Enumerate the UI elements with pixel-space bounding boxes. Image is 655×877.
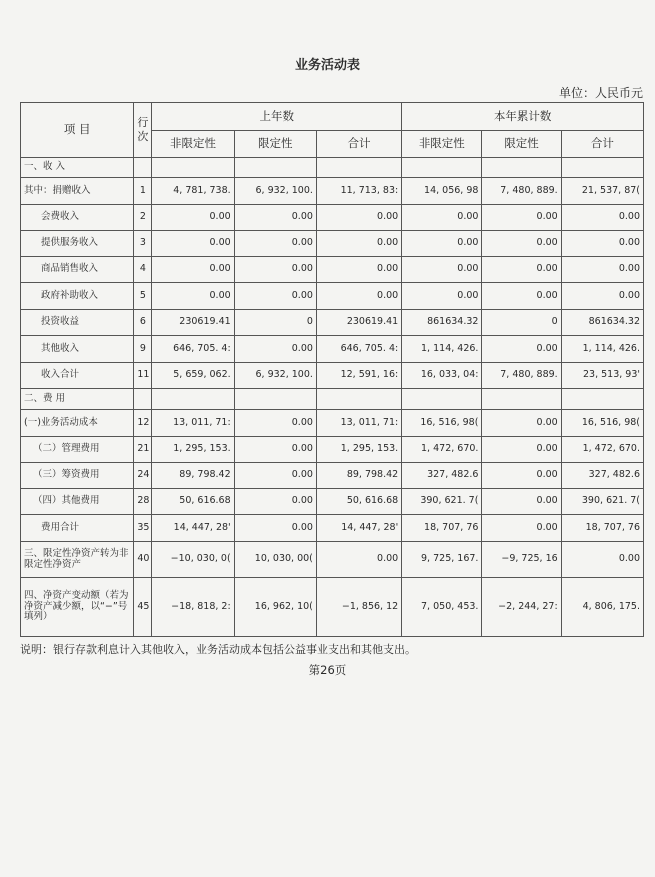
row-value-cell: 0.00 bbox=[316, 257, 401, 283]
row-value-cell: 0.00 bbox=[402, 205, 482, 231]
table-row bbox=[21, 578, 644, 637]
row-value-cell bbox=[482, 158, 561, 178]
row-item-label: 商品销售收入 bbox=[21, 257, 134, 283]
row-value-cell: 1, 472, 670. bbox=[561, 437, 643, 463]
header-cur-unrestricted: 非限定性 bbox=[402, 131, 482, 158]
row-value-cell: 0.00 bbox=[482, 437, 561, 463]
row-value-cell: 0.00 bbox=[234, 463, 316, 489]
row-value-cell bbox=[561, 389, 643, 410]
row-value-cell: 0.00 bbox=[316, 231, 401, 257]
row-value-cell: 7, 480, 889. bbox=[482, 178, 561, 205]
header-prev-total: 合计 bbox=[316, 131, 401, 158]
row-item-label: （二）管理费用 bbox=[21, 437, 134, 463]
row-item-label: 投资收益 bbox=[21, 310, 134, 336]
row-value-cell: 0.00 bbox=[482, 410, 561, 437]
row-value-cell: 11, 713, 83: bbox=[316, 178, 401, 205]
row-line-number: 11 bbox=[134, 363, 152, 389]
row-line-number: 28 bbox=[134, 489, 152, 515]
row-value-cell: 390, 621. 7( bbox=[561, 489, 643, 515]
row-value-cell: 14, 447, 28' bbox=[152, 515, 234, 542]
header-prev-unrestricted: 非限定性 bbox=[152, 131, 234, 158]
row-value-cell: 5, 659, 062. bbox=[152, 363, 234, 389]
row-value-cell: 14, 447, 28' bbox=[316, 515, 401, 542]
row-value-cell: 0.00 bbox=[234, 205, 316, 231]
header-cur-total: 合计 bbox=[561, 131, 643, 158]
row-value-cell: 7, 480, 889. bbox=[482, 363, 561, 389]
row-value-cell: 4, 781, 738. bbox=[152, 178, 234, 205]
row-value-cell: 0.00 bbox=[482, 257, 561, 283]
row-item-label: 四、净资产变动额（若为净资产减少额，以“−”号填列） bbox=[21, 578, 134, 637]
row-line-number: 40 bbox=[134, 542, 152, 578]
row-value-cell: 0.00 bbox=[402, 283, 482, 310]
row-item-label: 政府补助收入 bbox=[21, 283, 134, 310]
row-value-cell: 0.00 bbox=[234, 515, 316, 542]
row-value-cell: 0.00 bbox=[316, 542, 401, 578]
row-item-label: 二、费 用 bbox=[21, 389, 134, 410]
row-item-label: 一、收 入 bbox=[21, 158, 134, 178]
row-value-cell: 18, 707, 76 bbox=[561, 515, 643, 542]
table-row bbox=[21, 410, 644, 437]
row-value-cell bbox=[402, 158, 482, 178]
row-line-number: 3 bbox=[134, 231, 152, 257]
row-line-number: 24 bbox=[134, 463, 152, 489]
row-value-cell: 9, 725, 167. bbox=[402, 542, 482, 578]
footnote: 说明：银行存款利息计入其他收入，业务活动成本包括公益事业支出和其他支出。 bbox=[20, 643, 416, 656]
row-value-cell: 0.00 bbox=[402, 257, 482, 283]
row-value-cell: 0.00 bbox=[234, 410, 316, 437]
row-value-cell: 0.00 bbox=[234, 231, 316, 257]
row-line-number: 21 bbox=[134, 437, 152, 463]
table-row bbox=[21, 463, 644, 489]
table-row bbox=[21, 178, 644, 205]
row-value-cell: −9, 725, 16 bbox=[482, 542, 561, 578]
row-value-cell: 89, 798.42 bbox=[152, 463, 234, 489]
table-row bbox=[21, 310, 644, 336]
row-value-cell: 18, 707, 76 bbox=[402, 515, 482, 542]
row-line-number: 35 bbox=[134, 515, 152, 542]
row-value-cell bbox=[561, 158, 643, 178]
row-value-cell: 327, 482.6 bbox=[561, 463, 643, 489]
header-cur-restricted: 限定性 bbox=[482, 131, 561, 158]
row-item-label: 三、限定性净资产转为非限定性净资产 bbox=[21, 542, 134, 578]
row-value-cell: 6, 932, 100. bbox=[234, 178, 316, 205]
row-value-cell: 0.00 bbox=[316, 283, 401, 310]
activity-table bbox=[20, 102, 644, 637]
row-value-cell: 1, 114, 426. bbox=[561, 336, 643, 363]
row-item-label: 会费收入 bbox=[21, 205, 134, 231]
row-value-cell: 0.00 bbox=[561, 542, 643, 578]
table-row bbox=[21, 336, 644, 363]
row-value-cell: 0.00 bbox=[152, 231, 234, 257]
row-line-number bbox=[134, 389, 152, 410]
row-value-cell: −1, 856, 12 bbox=[316, 578, 401, 637]
row-item-label: （三）筹资费用 bbox=[21, 463, 134, 489]
row-value-cell: 21, 537, 87( bbox=[561, 178, 643, 205]
header-cur-year: 本年累计数 bbox=[402, 103, 644, 131]
row-value-cell: 646, 705. 4: bbox=[316, 336, 401, 363]
row-value-cell: 10, 030, 00( bbox=[234, 542, 316, 578]
row-value-cell: 0 bbox=[234, 310, 316, 336]
row-line-number: 5 bbox=[134, 283, 152, 310]
row-line-number: 1 bbox=[134, 178, 152, 205]
row-value-cell: 0.00 bbox=[482, 283, 561, 310]
row-value-cell: 16, 516, 98( bbox=[402, 410, 482, 437]
table-row bbox=[21, 489, 644, 515]
table-row bbox=[21, 542, 644, 578]
row-value-cell: 13, 011, 71: bbox=[152, 410, 234, 437]
row-value-cell: 50, 616.68 bbox=[316, 489, 401, 515]
row-value-cell: 6, 932, 100. bbox=[234, 363, 316, 389]
row-value-cell: 0.00 bbox=[234, 336, 316, 363]
row-value-cell: 0.00 bbox=[402, 231, 482, 257]
row-value-cell: 4, 806, 175. bbox=[561, 578, 643, 637]
row-value-cell: 0.00 bbox=[482, 515, 561, 542]
row-value-cell: 0.00 bbox=[561, 257, 643, 283]
table-row bbox=[21, 283, 644, 310]
row-value-cell: 646, 705. 4: bbox=[152, 336, 234, 363]
row-value-cell: 0.00 bbox=[561, 283, 643, 310]
page-number: 第26页 bbox=[308, 663, 347, 677]
header-prev-restricted: 限定性 bbox=[234, 131, 316, 158]
row-value-cell: 0.00 bbox=[234, 257, 316, 283]
row-value-cell: 13, 011, 71: bbox=[316, 410, 401, 437]
row-value-cell: 0.00 bbox=[482, 463, 561, 489]
row-item-label: 费用合计 bbox=[21, 515, 134, 542]
row-value-cell: 50, 616.68 bbox=[152, 489, 234, 515]
table-row bbox=[21, 158, 644, 178]
row-item-label: （四）其他费用 bbox=[21, 489, 134, 515]
row-value-cell: 0.00 bbox=[152, 205, 234, 231]
row-value-cell: 0.00 bbox=[234, 489, 316, 515]
row-value-cell: 861634.32 bbox=[402, 310, 482, 336]
currency-unit: 单位：人民币元 bbox=[558, 86, 643, 100]
header-prev-year: 上年数 bbox=[152, 103, 402, 131]
row-value-cell bbox=[152, 158, 234, 178]
row-value-cell: −2, 244, 27: bbox=[482, 578, 561, 637]
row-item-label: 提供服务收入 bbox=[21, 231, 134, 257]
row-value-cell: 0.00 bbox=[482, 205, 561, 231]
row-value-cell: 0.00 bbox=[482, 231, 561, 257]
row-value-cell: 0.00 bbox=[234, 437, 316, 463]
row-line-number: 9 bbox=[134, 336, 152, 363]
row-value-cell: 230619.41 bbox=[316, 310, 401, 336]
row-line-number: 2 bbox=[134, 205, 152, 231]
row-value-cell: 0.00 bbox=[316, 205, 401, 231]
row-value-cell bbox=[316, 158, 401, 178]
table-row bbox=[21, 205, 644, 231]
row-item-label: 其中：捐赠收入 bbox=[21, 178, 134, 205]
row-line-number: 12 bbox=[134, 410, 152, 437]
row-value-cell: 1, 295, 153. bbox=[316, 437, 401, 463]
row-value-cell: 0 bbox=[482, 310, 561, 336]
row-item-label: 收入合计 bbox=[21, 363, 134, 389]
row-value-cell: −18, 818, 2: bbox=[152, 578, 234, 637]
row-value-cell: 390, 621. 7( bbox=[402, 489, 482, 515]
row-value-cell bbox=[402, 389, 482, 410]
row-value-cell: 23, 513, 93' bbox=[561, 363, 643, 389]
row-value-cell: 1, 295, 153. bbox=[152, 437, 234, 463]
header-line: 行 次 bbox=[134, 103, 152, 158]
row-value-cell bbox=[234, 389, 316, 410]
row-value-cell: 7, 050, 453. bbox=[402, 578, 482, 637]
row-line-number bbox=[134, 158, 152, 178]
row-value-cell: 861634.32 bbox=[561, 310, 643, 336]
row-value-cell: 0.00 bbox=[561, 205, 643, 231]
row-value-cell bbox=[482, 389, 561, 410]
row-value-cell: 0.00 bbox=[482, 336, 561, 363]
row-value-cell: −10, 030, 0( bbox=[152, 542, 234, 578]
header-item: 项 目 bbox=[21, 103, 134, 158]
row-value-cell bbox=[316, 389, 401, 410]
row-value-cell: 0.00 bbox=[561, 231, 643, 257]
row-item-label: (一)业务活动成本 bbox=[21, 410, 134, 437]
report-title: 业务活动表 bbox=[294, 58, 360, 73]
row-value-cell: 16, 033, 04: bbox=[402, 363, 482, 389]
table-row bbox=[21, 389, 644, 410]
row-value-cell: 230619.41 bbox=[152, 310, 234, 336]
table-row bbox=[21, 437, 644, 463]
row-value-cell: 0.00 bbox=[234, 283, 316, 310]
table-row bbox=[21, 363, 644, 389]
row-line-number: 6 bbox=[134, 310, 152, 336]
row-value-cell bbox=[234, 158, 316, 178]
row-line-number: 4 bbox=[134, 257, 152, 283]
row-value-cell: 0.00 bbox=[152, 257, 234, 283]
row-value-cell bbox=[152, 389, 234, 410]
row-value-cell: 327, 482.6 bbox=[402, 463, 482, 489]
table-row bbox=[21, 515, 644, 542]
row-value-cell: 0.00 bbox=[152, 283, 234, 310]
row-value-cell: 16, 516, 98( bbox=[561, 410, 643, 437]
table-row bbox=[21, 257, 644, 283]
row-value-cell: 1, 114, 426. bbox=[402, 336, 482, 363]
row-value-cell: 89, 798.42 bbox=[316, 463, 401, 489]
row-value-cell: 14, 056, 98 bbox=[402, 178, 482, 205]
row-value-cell: 0.00 bbox=[482, 489, 561, 515]
row-line-number: 45 bbox=[134, 578, 152, 637]
row-value-cell: 16, 962, 10( bbox=[234, 578, 316, 637]
row-value-cell: 1, 472, 670. bbox=[402, 437, 482, 463]
table-row bbox=[21, 231, 644, 257]
row-item-label: 其他收入 bbox=[21, 336, 134, 363]
row-value-cell: 12, 591, 16: bbox=[316, 363, 401, 389]
